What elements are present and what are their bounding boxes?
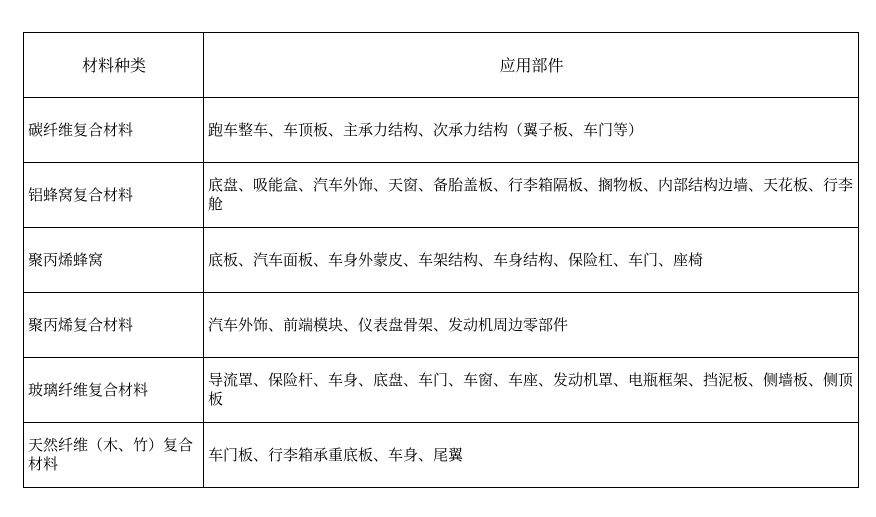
- header-application-parts: 应用部件: [204, 33, 859, 98]
- parts-cell: 汽车外饰、前端模块、仪表盘骨架、发动机周边零部件: [204, 293, 859, 358]
- material-cell: 聚丙烯蜂窝: [24, 228, 204, 293]
- table-row: [24, 293, 859, 358]
- table-row: [24, 163, 859, 228]
- material-cell: 碳纤维复合材料: [24, 98, 204, 163]
- parts-cell: 车门板、行李箱承重底板、车身、尾翼: [204, 423, 859, 488]
- parts-cell: 跑车整车、车顶板、主承力结构、次承力结构（翼子板、车门等）: [204, 98, 859, 163]
- table-row: [24, 358, 859, 423]
- material-cell: 聚丙烯复合材料: [24, 293, 204, 358]
- table-row: [24, 423, 859, 488]
- material-cell: 天然纤维（木、竹）复合材料: [24, 423, 204, 488]
- material-cell: 玻璃纤维复合材料: [24, 358, 204, 423]
- material-cell: 铝蜂窝复合材料: [24, 163, 204, 228]
- table-row: [24, 98, 859, 163]
- table-row: [24, 228, 859, 293]
- parts-cell: 底盘、吸能盒、汽车外饰、天窗、备胎盖板、行李箱隔板、搁物板、内部结构边墙、天花板、行李舱: [204, 163, 859, 228]
- header-material-type: 材料种类: [24, 33, 204, 98]
- materials-table: [23, 32, 859, 488]
- parts-cell: 导流罩、保险杆、车身、底盘、车门、车窗、车座、发动机罩、电瓶框架、挡泥板、侧墙板、侧顶板: [204, 358, 859, 423]
- parts-cell: 底板、汽车面板、车身外蒙皮、车架结构、车身结构、保险杠、车门、座椅: [204, 228, 859, 293]
- table-header-row: [24, 33, 859, 98]
